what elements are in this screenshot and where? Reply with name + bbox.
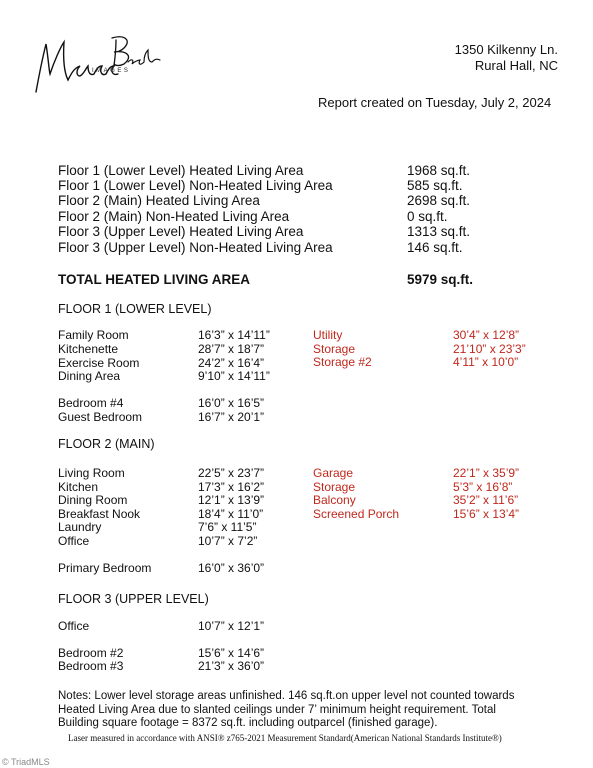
- logo-subtext: IMAGES: [92, 68, 131, 74]
- room-dim: 16’3” x 14’11”: [198, 328, 270, 342]
- area-value: 585 sq.ft.: [407, 178, 463, 193]
- room-dim: 10’7” x 12’1”: [198, 619, 265, 633]
- room-name: Bedroom #3: [58, 659, 124, 673]
- non-heated-name: Balcony: [313, 493, 356, 507]
- room-dim: 12’1” x 13’9”: [198, 493, 265, 507]
- room-name: Guest Bedroom: [58, 410, 143, 424]
- non-heated-name: Utility: [313, 328, 343, 342]
- address-line-1: 1350 Kilkenny Ln.: [454, 42, 558, 57]
- area-value: 146 sq.ft.: [407, 240, 463, 255]
- room-dim: 21’3” x 36’0”: [198, 659, 265, 673]
- area-label: Floor 2 (Main) Heated Living Area: [58, 193, 260, 208]
- area-value: 0 sq.ft.: [407, 209, 448, 224]
- room-name: Family Room: [58, 328, 129, 342]
- room-name: Breakfast Nook: [58, 507, 141, 521]
- room-dim: 28’7” x 18’7”: [198, 342, 265, 356]
- area-value: 1313 sq.ft.: [407, 224, 471, 239]
- area-label: Floor 3 (Upper Level) Non-Heated Living Area: [58, 240, 333, 255]
- room-name: Bedroom #4: [58, 396, 124, 410]
- non-heated-dim: 22’1” x 35’9”: [453, 466, 520, 480]
- notes-paragraph: Notes: Lower level storage areas unfinished. 146 sq.ft.on upper level not counted towards Heated Living Area due to slanted ceilings under 7’ minimum height requirement. Total Building square footage = 8372 sq.ft. including outparcel (finished garage).: [58, 690, 515, 729]
- area-label: Floor 2 (Main) Non-Heated Living Area: [58, 209, 290, 224]
- total-label: TOTAL HEATED LIVING AREA: [58, 272, 251, 287]
- room-name: Office: [58, 534, 90, 548]
- room-dim: 16’0” x 16’5”: [198, 396, 265, 410]
- room-dim: 7’6” x 11’5”: [198, 520, 257, 534]
- room-dim: 22’5” x 23’7”: [198, 466, 265, 480]
- non-heated-dim: 30’4” x 12’8”: [453, 328, 520, 342]
- room-name: Bedroom #2: [58, 646, 124, 660]
- room-dim: 15’6” x 14’6”: [198, 646, 265, 660]
- non-heated-dim: 21’10” x 23’3”: [453, 342, 526, 356]
- room-name: Dining Room: [58, 493, 128, 507]
- non-heated-dim: 4’11” x 10’0”: [453, 355, 519, 369]
- area-value: 1968 sq.ft.: [407, 163, 471, 178]
- area-value: 2698 sq.ft.: [407, 193, 471, 208]
- room-name: Living Room: [58, 466, 125, 480]
- floor-1-title: FLOOR 1 (LOWER LEVEL): [58, 302, 212, 316]
- watermark: © TriadMLS: [2, 757, 50, 767]
- room-dim: 9’10” x 14’11”: [198, 369, 270, 383]
- non-heated-dim: 15’6” x 13’4”: [453, 507, 520, 521]
- area-label: Floor 1 (Lower Level) Heated Living Area: [58, 163, 304, 178]
- non-heated-dim: 35’2” x 11’6”: [453, 493, 519, 507]
- non-heated-name: Storage: [313, 342, 356, 356]
- room-dim: 10’7” x 7’2”: [198, 534, 258, 548]
- room-name: Primary Bedroom: [58, 561, 152, 575]
- room-name: Exercise Room: [58, 356, 140, 370]
- room-name: Kitchenette: [58, 342, 119, 356]
- area-label: Floor 1 (Lower Level) Non-Heated Living Area: [58, 178, 333, 193]
- room-name: Laundry: [58, 520, 102, 534]
- laser-measurement-note: Laser measured in accordance with ANSI® z765-2021 Measurement Standard(American National Standards Institute®): [68, 733, 502, 743]
- room-name: Office: [58, 619, 90, 633]
- room-dim: 16’0” x 36’0”: [198, 561, 265, 575]
- logo-signature: [28, 30, 168, 100]
- non-heated-name: Storage #2: [313, 355, 372, 369]
- floor-3-title: FLOOR 3 (UPPER LEVEL): [58, 592, 209, 606]
- room-dim: 24’2” x 16’4”: [198, 356, 265, 370]
- room-dim: 16’7” x 20’1”: [198, 410, 265, 424]
- non-heated-dim: 5’3” x 16’8”: [453, 480, 513, 494]
- non-heated-name: Storage: [313, 480, 356, 494]
- room-name: Kitchen: [58, 480, 99, 494]
- non-heated-name: Garage: [313, 466, 354, 480]
- report-date: Report created on Tuesday, July 2, 2024: [318, 95, 552, 110]
- non-heated-name: Screened Porch: [313, 507, 400, 521]
- room-dim: 18’4” x 11’0”: [198, 507, 264, 521]
- total-value: 5979 sq.ft.: [407, 272, 474, 287]
- floor-2-title: FLOOR 2 (MAIN): [58, 437, 155, 451]
- room-name: Dining Area: [58, 369, 121, 383]
- area-label: Floor 3 (Upper Level) Heated Living Area: [58, 224, 304, 239]
- room-dim: 17’3” x 16’2”: [198, 480, 265, 494]
- address-line-2: Rural Hall, NC: [474, 58, 558, 73]
